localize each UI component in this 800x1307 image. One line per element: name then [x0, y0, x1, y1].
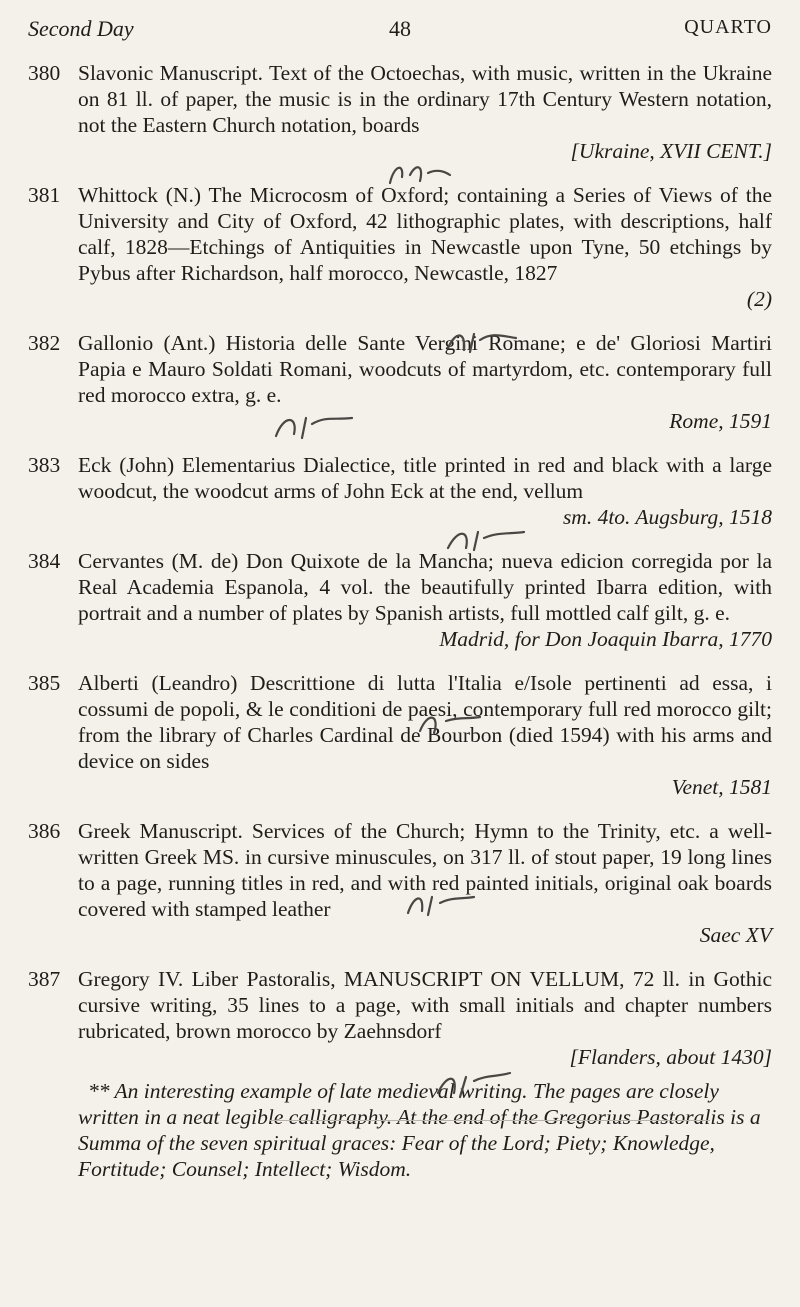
lot-imprint: Saec XV — [699, 923, 772, 947]
lot-number: 386 — [28, 819, 61, 843]
header-format: QUARTO — [684, 16, 772, 38]
lot-386 — [28, 818, 772, 948]
header-day: Second Day — [28, 16, 134, 41]
lot-description: Alberti (Leandro) Descrittione di lutta l'Italia e/Isole pertinenti ad essa, i cossumi de popoli, & le conditioni de paesi, contemporary full red morocco gilt; from the library of Charles Cardinal de Bourbon (died 1594) with his arms and device on sides — [78, 671, 772, 773]
lot-number: 381 — [28, 183, 61, 207]
lot-description: Gregory IV. Liber Pastoralis, MANUSCRIPT ON VELLUM, 72 ll. in Gothic cursive writing, 35 lines to a page, with small initials and chapter numbers rubricated, brown morocco by Zaehnsdorf — [78, 967, 772, 1043]
lot-383 — [28, 452, 772, 530]
lot-382 — [28, 330, 772, 434]
page-header — [28, 16, 772, 46]
lot-imprint: Rome, 1591 — [669, 409, 772, 433]
lot-imprint: Venet, 1581 — [671, 775, 772, 799]
page-number: 48 — [389, 16, 411, 41]
lot-number: 380 — [28, 61, 61, 85]
lot-387 — [28, 966, 772, 1182]
lot-number: 385 — [28, 671, 61, 695]
lot-imprint: Madrid, for Don Joaquin Ibarra, 1770 — [439, 627, 772, 651]
lot-384 — [28, 548, 772, 652]
lot-imprint: (2) — [746, 287, 772, 311]
lot-list — [28, 60, 772, 1200]
lot-imprint: sm. 4to. Augsburg, 1518 — [562, 505, 772, 529]
lot-description: Gallonio (Ant.) Historia delle Sante Vergini Romane; e de' Gloriosi Martiri Papia e Mauro Soldati Romani, woodcuts of martyrdom, etc. contemporary full red morocco extra, g. e. — [78, 331, 772, 407]
lot-description: Greek Manuscript. Services of the Church; Hymn to the Trinity, etc. a well-written Greek MS. in cursive minuscules, on 317 ll. of stout paper, 19 long lines to a page, running titles in red, and with red painted initials, original oak boards covered with stamped leather — [78, 819, 772, 921]
lot-description: Cervantes (M. de) Don Quixote de la Mancha; nueva edicion corregida por la Real Academia Espanola, 4 vol. the beautifully printed Ibarra edition, with portrait and a number of plates by Spanish artists, full mottled calf gilt, g. e. — [78, 549, 772, 625]
lot-381 — [28, 182, 772, 312]
lot-description: Eck (John) Elementarius Dialectice, title printed in red and black with a large woodcut, the woodcut arms of John Eck at the end, vellum — [78, 453, 772, 503]
lot-note: ** An interesting example of late medieval writing. The pages are closely written in a neat legible calligraphy. At the end of the Gregorius Pastoralis is a Summa of the seven spiritual graces: Fear of the Lord; Piety; Knowledge, Fortitude; Counsel; Intellect; Wisdom. — [78, 1079, 761, 1181]
lot-imprint: [Flanders, about 1430] — [569, 1045, 772, 1069]
lot-number: 383 — [28, 453, 61, 477]
lot-number: 387 — [28, 967, 61, 991]
lot-description: Slavonic Manuscript. Text of the Octoechas, with music, written in the Ukraine on 81 ll. of paper, the music is in the ordinary 17th Century Western notation, not the Eastern Church notation, boards — [78, 61, 772, 137]
lot-number: 382 — [28, 331, 61, 355]
lot-380 — [28, 60, 772, 164]
section-rule — [270, 1120, 710, 1121]
lot-385 — [28, 670, 772, 800]
lot-description: Whittock (N.) The Microcosm of Oxford; containing a Series of Views of the University and City of Oxford, 42 lithographic plates, with descriptions, half calf, 1828—Etchings of Antiquities in Newcastle upon Tyne, 50 etchings by Pybus after Richardson, half morocco, Newcastle, 1827 — [78, 183, 772, 285]
lot-number: 384 — [28, 549, 61, 573]
lot-imprint: [Ukraine, XVII CENT.] — [570, 139, 772, 163]
